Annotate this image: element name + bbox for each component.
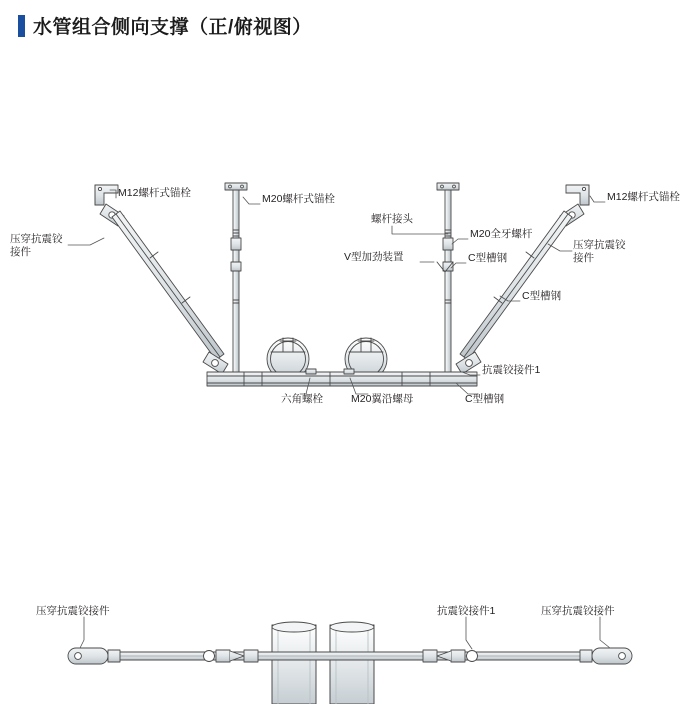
top-view-connector-left	[204, 650, 259, 662]
label-pipe-hinge-right-top: 压穿抗震铰接件	[541, 605, 615, 617]
top-view-pipe-left	[272, 622, 316, 704]
top-view-hinge-right	[580, 648, 632, 664]
label-m12-anchor-left: M12螺杆式锚栓	[118, 187, 191, 199]
top-view-connector-right	[423, 650, 478, 662]
top-view-pipe-right	[330, 622, 374, 704]
page-title-text: 水管组合侧向支撑（正/俯视图）	[33, 17, 312, 38]
anchor-plate-left-inner	[225, 183, 247, 190]
anchor-plate-right-inner	[437, 183, 459, 190]
label-v-stiffener: V型加劲装置	[344, 251, 404, 263]
label-c-channel-bottom: C型槽钢	[465, 393, 505, 405]
label-pipe-hinge-right: 压穿抗震铰接件	[573, 239, 626, 265]
top-view-hinge-left	[68, 648, 120, 664]
label-c-channel-right: C型槽钢	[522, 290, 562, 302]
horizontal-c-channel	[207, 372, 477, 386]
label-pipe-hinge-left-top: 压穿抗震铰接件	[36, 605, 110, 617]
top-view-brace-rod	[70, 652, 630, 660]
label-seismic-hinge-1-top: 抗震铰接件1	[437, 605, 496, 617]
flange-nut-graphic	[344, 369, 354, 374]
diagonal-brace-left	[112, 211, 224, 360]
label-c-channel-upper: C型槽钢	[468, 252, 508, 264]
label-m20-full-thread-rod: M20全牙螺杆	[470, 228, 533, 240]
label-pipe-hinge-left: 压穿抗震铰接件	[10, 233, 63, 259]
vertical-threaded-rod-right	[443, 190, 453, 375]
label-hex-bolt: 六角螺栓	[281, 393, 323, 405]
label-rod-joint: 螺杆接头	[371, 213, 413, 225]
label-m20-flange-nut: M20翼沿螺母	[351, 393, 414, 405]
hex-bolt-graphic	[306, 369, 316, 374]
label-m12-anchor-right: M12螺杆式锚栓	[607, 191, 680, 203]
label-m20-anchor-left: M20螺杆式锚栓	[262, 193, 335, 205]
label-seismic-hinge-1: 抗震铰接件1	[482, 364, 541, 376]
vertical-threaded-rod-left	[231, 190, 241, 375]
top-view-assembly	[68, 617, 632, 704]
